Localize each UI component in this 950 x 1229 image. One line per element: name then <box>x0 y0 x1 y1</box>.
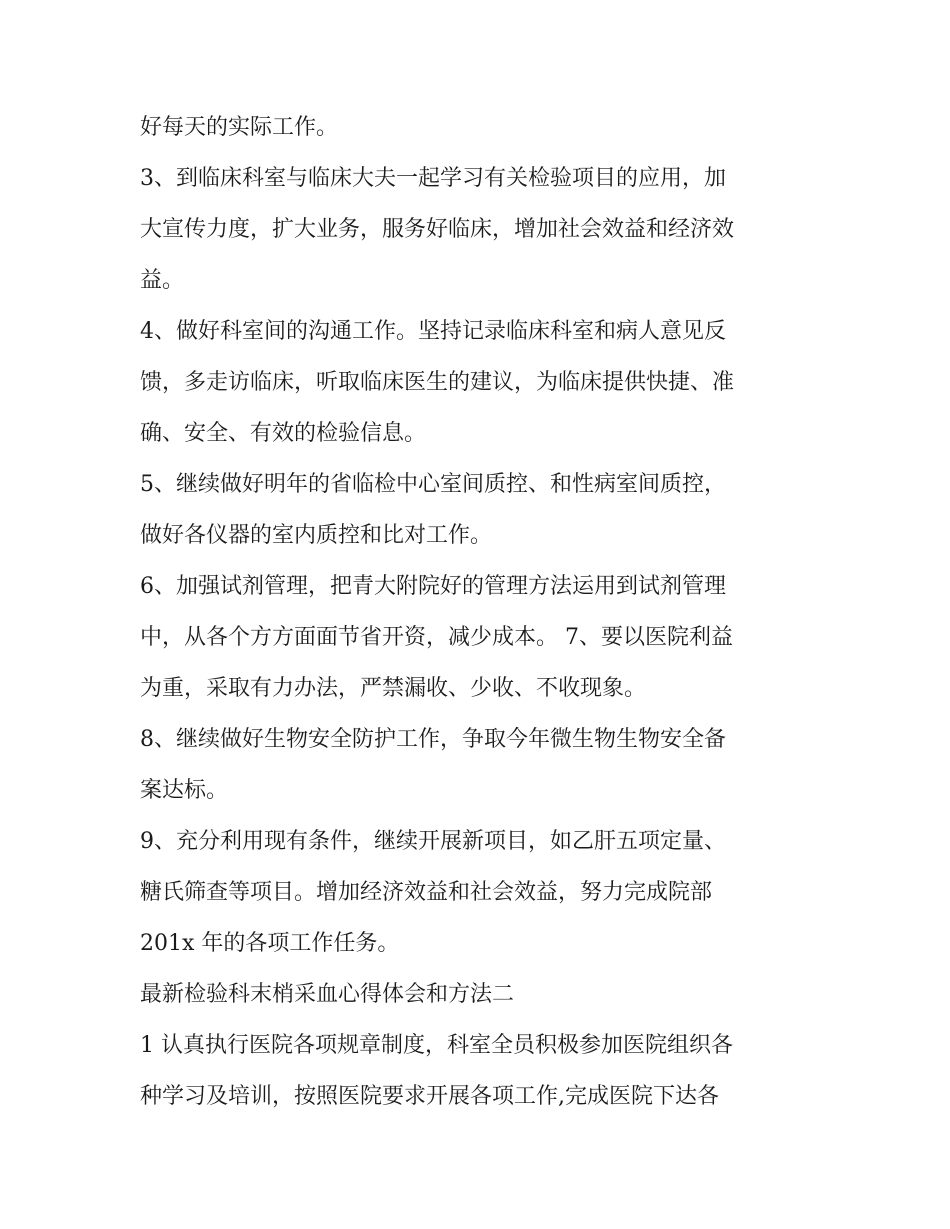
text-line: 确、安全、有效的检验信息。 <box>140 421 427 446</box>
text-line: 9、充分利用现有条件，继续开展新项目，如乙肝五项定量、 <box>140 829 726 854</box>
text-line: 5、继续做好明年的省临检中心室间质控、和性病室间质控， <box>140 472 726 497</box>
text-line: 案达标。 <box>140 778 229 803</box>
text-line: 糖氏筛查等项目。增加经济效益和社会效益，努力完成院部 <box>140 880 713 905</box>
text-line: 6、加强试剂管理，把青大附院好的管理方法运用到试剂管理 <box>140 574 726 599</box>
text-line: 中，从各个方方面面节省开资，减少成本。 7、要以医院利益 <box>140 625 733 650</box>
text-line: 8、继续做好生物安全防护工作，争取今年微生物生物安全备 <box>140 727 726 752</box>
document-body <box>140 102 820 1122</box>
text-line: 1 认真执行医院各项规章制度，科室全员积极参加医院组织各 <box>140 1033 733 1058</box>
text-line: 好每天的实际工作。 <box>140 115 339 140</box>
text-line: 馈，多走访临床，听取临床医生的建议，为临床提供快捷、准 <box>140 370 735 395</box>
text-line: 为重，采取有力办法，严禁漏收、少收、不收现象。 <box>140 676 647 701</box>
section-heading: 最新检验科末梢采血心得体会和方法二 <box>140 982 515 1007</box>
text-line: 大宣传力度，扩大业务，服务好临床，增加社会效益和经济效 <box>140 217 735 242</box>
text-line: 3、到临床科室与临床大夫一起学习有关检验项目的应用，加 <box>140 166 726 191</box>
text-line: 益。 <box>140 268 185 293</box>
text-line: 201x 年的各项工作任务。 <box>140 931 400 956</box>
text-line: 种学习及培训，按照医院要求开展各项工作,完成医院下达各 <box>140 1084 719 1109</box>
text-line: 4、做好科室间的沟通工作。坚持记录临床科室和病人意见反 <box>140 319 726 344</box>
text-line: 做好各仪器的室内质控和比对工作。 <box>140 523 493 548</box>
